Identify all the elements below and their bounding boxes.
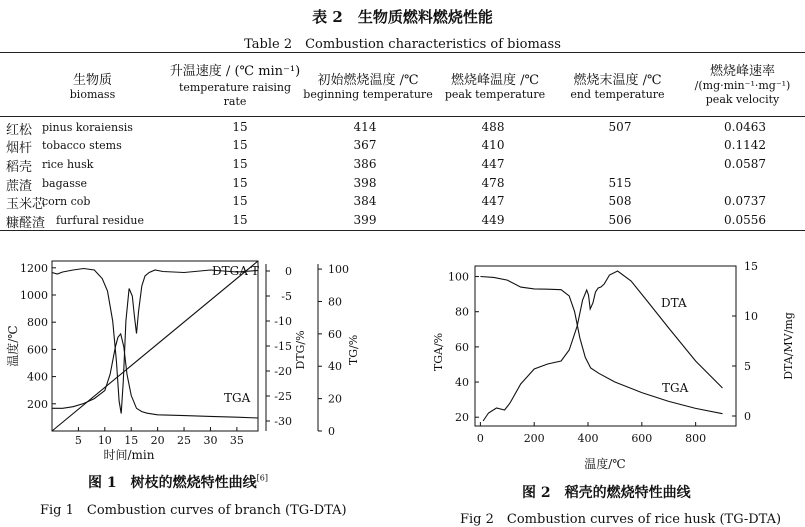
fig1-series-t-line: [52, 261, 258, 431]
fig1-dtg-tick-label: -5: [281, 290, 292, 303]
figure-2-chart: [400, 250, 805, 478]
fig1-caption-en: Fig 1 Combustion curves of branch (TG-DTA): [40, 503, 347, 518]
fig2-tga-tick-label: 80: [455, 305, 469, 319]
table-row: 玉米芯 corn cob 15 384 447 508 0.0737: [6, 194, 766, 212]
fig1-x-tick-label: 5: [74, 434, 82, 447]
table-row: 稻壳 rice husk 15 386 447 0.0587: [6, 157, 766, 175]
fig1-tg-tick-label: 60: [328, 327, 342, 341]
header-velocity: 燃烧峰速率 /(mg·min⁻¹·mg⁻¹) peak velocity: [694, 64, 791, 106]
fig1-x-axis: [75, 427, 244, 447]
fig1-label-t: T: [251, 264, 260, 278]
fig2-x-tick-label: 400: [577, 432, 599, 445]
fig1-tg-axis: [318, 263, 349, 438]
fig1-dtg-tick-label: -20: [274, 365, 292, 378]
fig2-x-tick-label: 800: [685, 432, 707, 445]
fig1-x-tick-label: 30: [203, 434, 218, 447]
fig2-dta-tick-label: 15: [744, 260, 758, 273]
fig2-tga-tick-label: 40: [455, 376, 469, 390]
fig1-x-tick-label: 25: [177, 434, 192, 447]
fig2-x-tick-label: 600: [631, 432, 653, 445]
fig2-dta-tick-label: 0: [744, 410, 751, 423]
table-header-rule: [0, 116, 805, 117]
fig1-tg-tick-label: 80: [328, 295, 342, 309]
fig1-temp-tick-label: 400: [27, 370, 48, 384]
fig2-x-axis: [477, 422, 706, 445]
fig2-label-dta: DTA: [661, 296, 687, 310]
fig1-dtg-axis: [266, 265, 292, 428]
fig2-series-dta-line: [483, 271, 722, 421]
fig2-tga-axis: [448, 271, 479, 425]
table-row: 糠醛渣 furfural residue 15 399 449 506 0.0556: [6, 213, 766, 231]
fig1-dtg-tick-label: 0: [285, 265, 292, 278]
fig1-dtg-tick-label: -10: [274, 315, 292, 328]
header-rate: 升温速度 / (℃ min⁻¹) temperature raising rate: [169, 64, 301, 108]
table-row: 烟杆 tobacco stems 15 367 410 0.1142: [6, 138, 766, 156]
fig1-dtg-tick-label: -15: [274, 340, 292, 353]
fig1-ylabel-tg: TG/%: [347, 334, 360, 366]
fig1-ylabel-temp: 温度/℃: [6, 325, 20, 367]
fig1-dtg-tick-label: -30: [274, 415, 292, 428]
fig2-plot-frame: [475, 266, 736, 426]
fig1-xlabel: 时间/min: [103, 448, 155, 462]
fig2-tga-tick-label: 100: [448, 270, 469, 284]
fig2-ylabel-tga: TGA/%: [432, 332, 445, 372]
fig1-temp-tick-label: 1000: [20, 289, 48, 302]
fig1-tg-tick-label: 0: [328, 425, 335, 438]
fig1-caption-cn: 图 1 树枝的燃烧特性曲线[6]: [88, 473, 268, 491]
fig1-dtg-tick-label: -25: [274, 390, 292, 403]
fig1-ylabel-dtg: DTG/%: [294, 330, 307, 370]
header-end: 燃烧末温度 /℃ end temperature: [570, 73, 665, 101]
fig1-series: [52, 261, 258, 431]
table-title-cn: 表 2 生物质燃料燃烧性能: [312, 8, 493, 26]
table-title-en: Table 2 Combustion characteristics of biomass: [244, 37, 561, 52]
fig2-xlabel: 温度/℃: [584, 457, 626, 471]
fig1-tg-tick-label: 20: [328, 392, 342, 406]
fig1-temp-tick-label: 1200: [20, 261, 48, 275]
table-top-rule: [0, 52, 805, 53]
table-bottom-rule: [0, 230, 805, 231]
table-row: 蔗渣 bagasse 15 398 478 515: [6, 176, 632, 194]
fig2-tga-tick-label: 20: [455, 411, 469, 425]
fig1-x-tick-label: 10: [97, 434, 112, 447]
fig1-temp-tick-label: 600: [27, 343, 48, 357]
fig1-label-tga: TGA: [224, 391, 251, 405]
header-biomass: 生物质 biomass: [69, 73, 116, 101]
fig2-tga-tick-label: 60: [455, 340, 469, 354]
fig1-x-tick-label: 35: [229, 434, 244, 447]
fig1-temp-tick-label: 200: [27, 397, 48, 411]
fig2-x-tick-label: 200: [523, 432, 545, 445]
fig2-series: [480, 271, 722, 421]
fig2-caption-en: Fig 2 Combustion curves of rice husk (TG-DTA): [460, 512, 782, 527]
fig2-label-tga: TGA: [662, 381, 689, 395]
figure-1-chart: [0, 250, 400, 472]
header-peak: 燃烧峰温度 /℃ peak temperature: [444, 73, 546, 101]
header-begin: 初始燃烧温度 /℃ beginning temperature: [303, 73, 433, 101]
table-row: 红松 pinus koraiensis 15 414 488 507 0.0463: [6, 120, 766, 138]
fig2-dta-tick-label: 10: [744, 310, 758, 323]
fig1-temp-axis: [20, 262, 56, 411]
fig1-tg-tick-label: 100: [328, 263, 349, 277]
fig2-ylabel-dta: DTA/MV/mg: [782, 312, 795, 380]
fig1-temp-tick-label: 800: [27, 316, 48, 330]
fig2-caption-cn: 图 2 稻壳的燃烧特性曲线: [522, 485, 691, 501]
fig1-x-tick-label: 20: [150, 434, 165, 447]
fig2-x-tick-label: 0: [476, 432, 484, 445]
fig1-x-tick-label: 15: [124, 434, 139, 447]
fig1-label-dtga: DTGA: [212, 264, 248, 278]
fig1-tg-tick-label: 40: [328, 360, 342, 374]
fig2-dta-tick-label: 5: [744, 360, 751, 373]
